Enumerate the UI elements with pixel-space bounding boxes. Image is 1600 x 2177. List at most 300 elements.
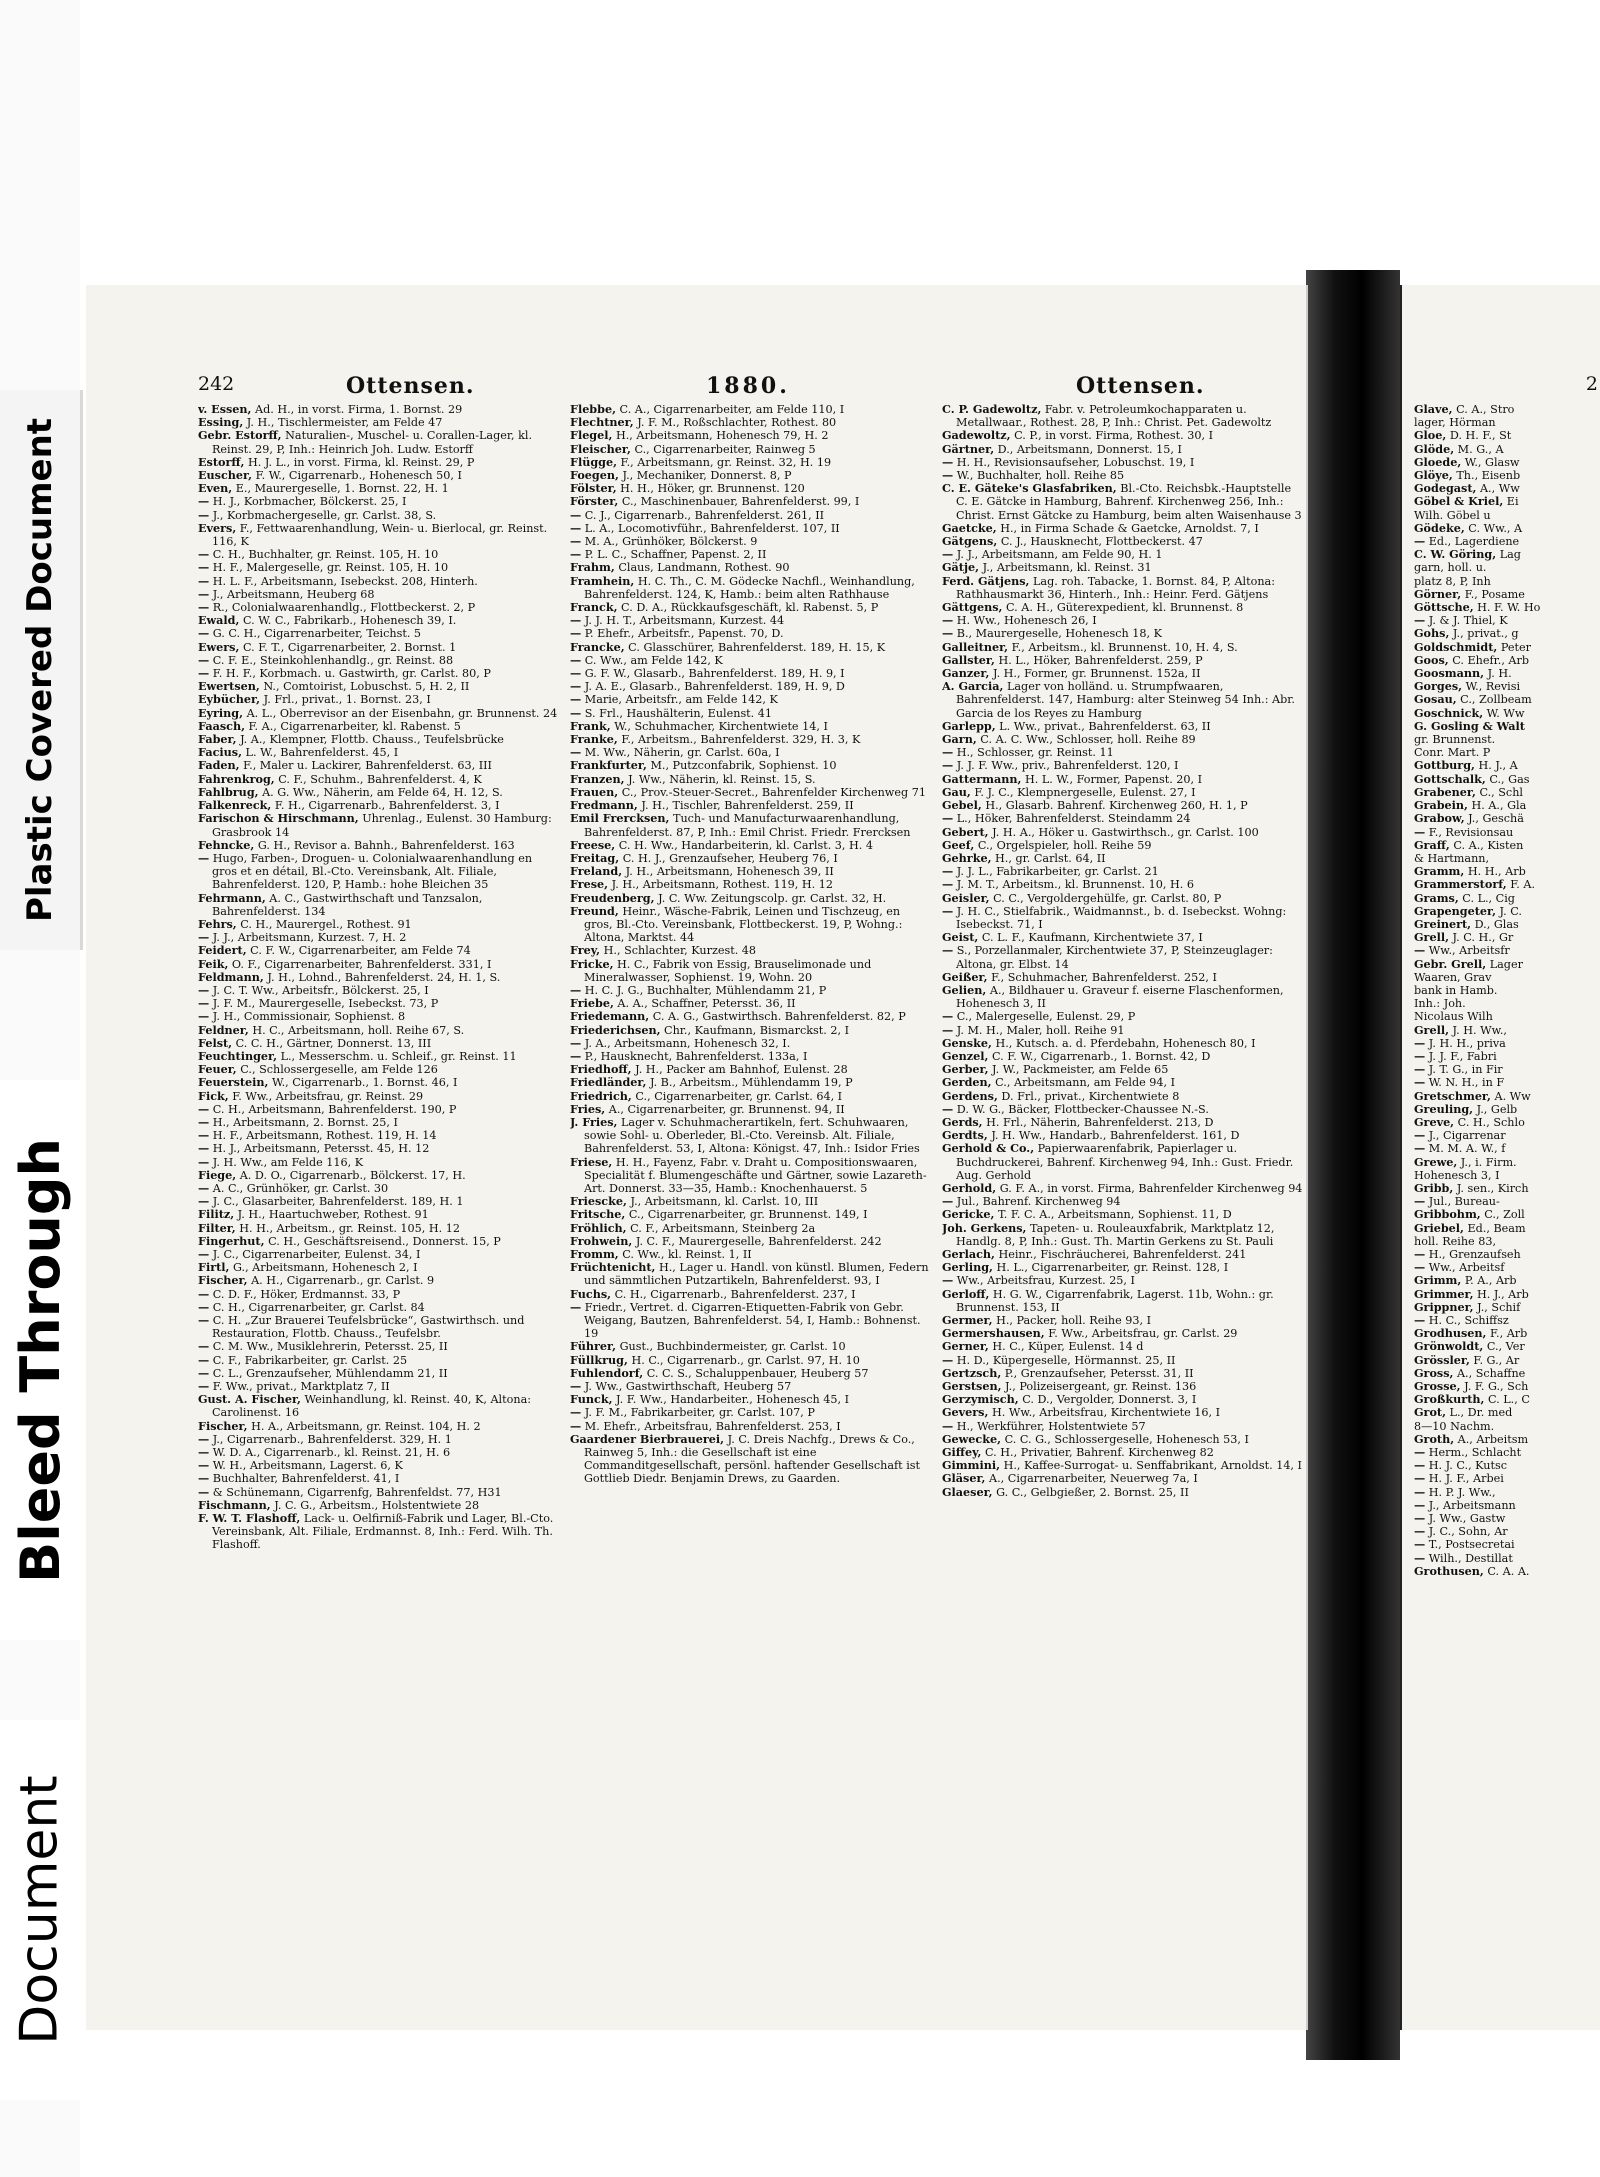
directory-entry [570, 573, 932, 601]
entry-name: Gerdts, [942, 1128, 988, 1143]
directory-entry [198, 692, 560, 707]
directory-entry [942, 1405, 1304, 1420]
directory-entry [570, 1207, 932, 1222]
entry-text: J. Ww., Näherin, kl. Reinst. 15, S. [628, 772, 816, 786]
entry-text: J. C. G., Arbeitsm., Holstentwiete 28 [274, 1498, 480, 1512]
entry-text: L., Höker, Bahrenfelderst. Steindamm 24 [956, 812, 1191, 826]
entry-text: G. C. H., Cigarrenarbeiter, Teichst. 5 [212, 627, 422, 641]
entry-name: Fahlbrug, [198, 784, 259, 799]
entry-name: — [198, 1365, 210, 1380]
entry-name: — [942, 613, 954, 628]
entry-text: W. D. A., Cigarrenarb., kl. Reinst. 21, H. 6 [212, 1446, 451, 1460]
entry-text: C. H., Geschäftsreisend., Donnerst. 15, P [268, 1234, 501, 1248]
entry-name: Fehrmann, [198, 890, 266, 905]
directory-entry [942, 1247, 1304, 1261]
directory-entry [942, 1392, 1304, 1407]
entry-text: J. H. Ww., am Felde 116, K [212, 1155, 364, 1169]
entry-name: Freland, [570, 864, 623, 879]
entry-name: Frohwein, [570, 1233, 633, 1248]
entry-name: — [570, 1405, 582, 1420]
column-1 [198, 403, 560, 2003]
entry-text: J. F. M., Maurergeselle, Isebeckst. 73, P [212, 997, 439, 1011]
entry-name: Gramm, [1414, 864, 1465, 879]
entry-text: B., Maurergeselle, Hohenesch 18, K [956, 627, 1162, 641]
tab-label-document: Document [10, 1775, 70, 2045]
entry-text: P. L. C., Schaffner, Papenst. 2, II [584, 548, 767, 562]
directory-entry [942, 1431, 1304, 1446]
side-tab-strip [0, 0, 80, 2177]
entry-text: J. H., Tischlermeister, am Felde 47 [246, 416, 443, 430]
entry-text: H. C., Cigarrenarb., gr. Carlst. 97, H. 10 [631, 1353, 860, 1367]
directory-entry [942, 718, 1304, 733]
directory-entry [198, 837, 560, 852]
directory-entry [942, 626, 1304, 641]
entry-text: C. J., Cigarrenarb., Bahrenfelderst. 261, II [584, 508, 825, 522]
directory-entry [1414, 1471, 1600, 1486]
entry-text: E., Maurergeselle, 1. Bornst. 22, H. 1 [235, 482, 449, 496]
directory-entry [1414, 718, 1600, 733]
entry-name: Franke, [570, 732, 618, 747]
entry-name: Graff, [1414, 837, 1450, 852]
entry-name: Gadewoltz, [942, 428, 1011, 443]
directory-entry [570, 718, 932, 733]
entry-text: J. H., Former, gr. Brunnenst. 152a, II [992, 667, 1201, 681]
entry-name: Gerner, [942, 1339, 989, 1354]
directory-entry [570, 811, 932, 839]
directory-entry [1414, 494, 1600, 509]
entry-name: Grössler, [1414, 1352, 1470, 1367]
directory-entry [1414, 454, 1600, 469]
entry-name: Feik, [198, 956, 229, 971]
directory-entry [1414, 600, 1600, 615]
entry-text: C. F. W., Cigarrenarb., 1. Bornst. 42, D [991, 1049, 1211, 1063]
directory-entry [198, 1418, 560, 1433]
entry-text: Claus, Landmann, Rothest. 90 [618, 561, 790, 575]
entry-name: Fahrenkrog, [198, 771, 275, 786]
entry-name: — [198, 666, 210, 681]
entry-name: — [942, 1273, 954, 1288]
entry-name: — [1414, 943, 1426, 958]
entry-text: 8—10 Nachm. [1414, 1419, 1495, 1433]
entry-text: C. F., Fabrikarbeiter, gr. Carlst. 25 [212, 1353, 408, 1367]
entry-text: H., in Firma Schade & Gaetcke, Arnoldst. 7, I [1000, 521, 1259, 535]
directory-entry [570, 1233, 932, 1248]
entry-name: — [1414, 1524, 1426, 1539]
entry-name: — [1414, 1550, 1426, 1565]
entry-name: Frankfurter, [570, 758, 647, 773]
directory-entry [570, 1405, 932, 1420]
directory-entry [1414, 837, 1600, 852]
entry-name: Grabow, [1414, 811, 1465, 826]
entry-name: Ganzer, [942, 666, 990, 681]
directory-entry [570, 692, 932, 707]
entry-name: Gerstsen, [942, 1379, 1002, 1394]
entry-name: — [1414, 1035, 1426, 1050]
entry-name: Gerdens, [942, 1088, 998, 1103]
directory-entry [1414, 613, 1600, 628]
entry-text: C., Maschinenbauer, Bahrenfelderst. 99, I [621, 495, 860, 509]
directory-entry [942, 1114, 1304, 1129]
directory-entry [942, 1194, 1304, 1209]
entry-text: C. L., C [1487, 1393, 1530, 1407]
entry-name: Grothusen, [1414, 1563, 1484, 1578]
entry-name: Germershausen, [942, 1326, 1045, 1341]
directory-entry [942, 520, 1304, 535]
entry-name: Greve, [1414, 1114, 1455, 1129]
entry-name: Gaardener Bierbrauerei, [570, 1431, 725, 1446]
entry-name: Gättgens, [942, 600, 1003, 615]
entry-name: Glave, [1414, 402, 1453, 416]
directory-entry [1414, 1458, 1600, 1473]
entry-name: Grimmer, [1414, 1286, 1474, 1301]
entry-text: Lack- u. Oelfirniß-Fabrik und Lager, Bl.-Cto. Vereinsbank, Alt. Filiale, Erdmannst. 8, Inh.: Ferd. Wilh. Th. Flashoff. [212, 1512, 554, 1552]
entry-name: — [198, 560, 210, 575]
entry-text: C. D. F., Höker, Erdmannst. 33, P [212, 1287, 401, 1301]
directory-entry [570, 652, 932, 667]
entry-text: H., Kutsch. a. d. Pferdebahn, Hohenesch 80, I [995, 1036, 1256, 1050]
entry-text: C. H., Maurergel., Rothest. 91 [240, 917, 412, 931]
entry-text: J. W., Packmeister, am Felde 65 [992, 1063, 1169, 1077]
entry-text: C. Ehefr., Arb [1452, 653, 1530, 667]
directory-entry [198, 560, 560, 575]
entry-text: A., Bildhauer u. Graveur f. eiserne Flaschenformen, Hohenesch 3, II [956, 983, 1284, 1011]
entry-name: — [570, 982, 582, 997]
entry-text: J. A., Arbeitsmann, Hohenesch 32, I. [584, 1036, 791, 1050]
directory-entry [1414, 733, 1600, 747]
directory-entry [942, 943, 1304, 971]
entry-text: J. C., Glasarbeiter, Bahrenfelderst. 189, H. 1 [212, 1195, 464, 1209]
entry-name: Emil Frercksen, [570, 811, 670, 826]
entry-text: W. Ww [1486, 706, 1525, 720]
directory-entry [198, 1392, 560, 1420]
directory-entry [1414, 561, 1600, 575]
entry-text: M. G., A [1457, 442, 1504, 456]
entry-name: — [570, 679, 582, 694]
directory-entry [570, 864, 932, 879]
directory-entry [1414, 402, 1600, 416]
entry-text: C. M. Ww., Musiklehrerin, Petersst. 25, II [212, 1340, 448, 1354]
entry-text: J. H. H., priva [1428, 1036, 1506, 1050]
entry-text: J. F. G., Sch [1464, 1380, 1529, 1394]
entry-text: H. F. W. Ho [1477, 601, 1541, 615]
entry-name: Fischer, [198, 1418, 248, 1433]
entry-name: — [198, 1154, 210, 1169]
entry-name: — [198, 586, 210, 601]
entry-name: — [198, 982, 210, 997]
entry-text: gr. Brunnenst. [1414, 733, 1496, 747]
entry-text: G. F. A., in vorst. Firma, Bahrenfelder Kirchenweg 94 [999, 1181, 1303, 1195]
entry-name: — [198, 1484, 210, 1499]
entry-name: — [570, 705, 582, 720]
directory-entry [1414, 1484, 1600, 1499]
entry-text: C. F. T., Cigarrenarbeiter, 2. Bornst. 1 [242, 640, 457, 654]
entry-text: J., Gelb [1476, 1102, 1518, 1116]
entry-text: C. D. A., Rückkaufsgeschäft, kl. Rabenst. 5, P [621, 601, 879, 615]
entry-name: Grams, [1414, 890, 1459, 905]
entry-name: C. W. Göring, [1414, 547, 1497, 562]
tab-plastic-covered-document[interactable] [0, 390, 83, 950]
tab-bleed-through[interactable] [0, 1080, 80, 1640]
entry-text: P., Grenzaufseher, Petersst. 31, II [1004, 1366, 1194, 1380]
directory-entry [570, 468, 932, 483]
entry-name: Faasch, [198, 718, 245, 733]
entry-name: Gerhold, [942, 1180, 997, 1195]
entry-text: Nicolaus Wilh [1414, 1010, 1493, 1024]
directory-entry [198, 679, 560, 694]
entry-name: — [942, 1352, 954, 1367]
entry-text: Buchhalter, Bahrenfelderst. 41, I [212, 1472, 400, 1486]
entry-text: C. J., Hausknecht, Flottbeckerst. 47 [1000, 535, 1203, 549]
entry-name: Freitag, [570, 850, 620, 865]
entry-name: Freund, [570, 903, 619, 918]
entry-text: F., Schuhmacher, Bahrenfelderst. 252, I [991, 970, 1217, 984]
entry-name: Even, [198, 481, 233, 496]
entry-name: Foegen, [570, 468, 619, 483]
entry-text: C., Malergeselle, Eulenst. 29, P [956, 1010, 1136, 1024]
tab-document[interactable] [0, 1720, 80, 2100]
entry-name: — [1414, 1471, 1426, 1486]
entry-text: F. A. [1510, 878, 1536, 892]
entry-text: J. H., Commissionair, Sophienst. 8 [212, 1010, 406, 1024]
entry-text: C. L., Cig [1462, 891, 1515, 905]
entry-name: — [198, 1141, 210, 1156]
directory-entry [198, 1048, 560, 1063]
entry-text: H. C., Arbeitsmann, holl. Reihe 67, S. [252, 1023, 465, 1037]
entry-name: Gericke, [942, 1207, 995, 1222]
directory-entry [1414, 997, 1600, 1011]
entry-text: Uhrenlag., Eulenst. 30 Hamburg: Grasbrook 14 [212, 812, 552, 839]
entry-text: W., Glasw [1464, 455, 1520, 469]
entry-text: J. T. G., in Fir [1428, 1063, 1503, 1077]
entry-name: Ewertsen, [198, 679, 260, 694]
entry-name: Gimmini, [942, 1458, 1001, 1473]
directory-entry [198, 1260, 560, 1275]
entry-name: Gorges, [1414, 679, 1463, 694]
entry-text: & Schünemann, Cigarrenfg, Bahrenfeldst. 77, H31 [212, 1485, 502, 1499]
directory-entry [198, 1471, 560, 1486]
entry-name: — [1414, 1445, 1426, 1460]
entry-text: D. Frl., privat., Kirchentwiete 8 [1001, 1089, 1180, 1103]
entry-name: — [570, 534, 582, 549]
directory-entry [198, 1088, 560, 1103]
entry-text: J. M. T., Arbeitsm., kl. Brunnenst. 10, H. 6 [956, 878, 1194, 892]
entry-name: Göttsche, [1414, 600, 1474, 615]
entry-text: platz 8, P, Inh [1414, 574, 1491, 588]
entry-name: — [942, 1101, 954, 1116]
entry-text: C. H., Schlo [1457, 1115, 1525, 1129]
directory-entry [570, 428, 932, 443]
directory-entry [570, 1220, 932, 1235]
entry-name: Essing, [198, 415, 244, 430]
entry-text: J. J., Arbeitsmann, am Felde 90, H. 1 [956, 548, 1163, 562]
directory-entry [570, 705, 932, 720]
entry-text: J. C. Dreis Nachfg., Drews & Co., Rainweg 5, Inh.: die Gesellschaft ist eine Commanditgesellschaft, persönl. haftender Gesellschaft ist Gottlieb Diedr. Benjamin Drews, zu Gaarden. [584, 1432, 921, 1486]
directory-entry [570, 403, 932, 416]
entry-text: C. H. Ww., Handarbeiterin, kl. Carlst. 3, H. 4 [618, 838, 874, 852]
entry-text: J. H., Arbeitsmann, Hohenesch 39, II [625, 865, 834, 879]
directory-entry [570, 982, 932, 997]
entry-text: M. A., Grünhöker, Bölckerst. 9 [584, 535, 758, 549]
entry-text: J. B., Arbeitsm., Mühlendamm 19, P [649, 1076, 853, 1090]
directory-entry [570, 1379, 932, 1394]
entry-text: J. C. H., Gr [1452, 931, 1514, 945]
directory-entry [942, 864, 1304, 879]
directory-entry [198, 1075, 560, 1090]
entry-name: — [570, 1035, 582, 1050]
entry-name: Frahm, [570, 560, 615, 575]
entry-name: — [942, 903, 954, 918]
entry-name: Filter, [198, 1220, 236, 1235]
directory-entry [570, 547, 932, 562]
entry-text: F. J. C., Klempnergeselle, Eulenst. 27, I [974, 785, 1196, 799]
directory-entry [1414, 1431, 1600, 1446]
directory-entry [198, 718, 560, 733]
entry-text: Tapeten- u. Rouleauxfabrik, Marktplatz 12, Handlg. 8, P, Inh.: Gust. Th. Martin Gerkens zu St. Pauli [956, 1221, 1275, 1248]
entry-text: H. D., Küpergeselle, Hörmannst. 25, II [956, 1353, 1176, 1367]
entry-name: — [942, 1418, 954, 1433]
entry-text: H. Ww., Arbeitsfrau, Kirchentwiete 16, I [991, 1406, 1221, 1420]
directory-entry [942, 969, 1304, 984]
entry-text: & Hartmann, [1414, 851, 1490, 865]
entry-text: C., Prov.-Steuer-Secret., Bahrenfelder Kirchenweg 71 [621, 785, 926, 799]
entry-name: Gerling, [942, 1260, 993, 1275]
entry-text: C. C. G., Schlossergeselle, Hohenesch 53, I [1004, 1432, 1249, 1446]
entry-name: Felst, [198, 1035, 233, 1050]
entry-name: Ferd. Gätjens, [942, 573, 1030, 588]
entry-text: H. F., Arbeitsmann, Rothest. 119, H. 14 [212, 1129, 437, 1143]
entry-name: Füllkrug, [570, 1352, 628, 1367]
entry-text: H. L. F., Arbeitsmann, Isebeckst. 208, Hinterh. [212, 574, 478, 588]
entry-text: C. P., in vorst. Firma, Rothest. 30, I [1014, 429, 1214, 443]
entry-text: W. H., Arbeitsmann, Lagerst. 6, K [212, 1459, 403, 1473]
directory-entry [942, 547, 1304, 562]
entry-name: Giffey, [942, 1445, 982, 1460]
directory-entry [1414, 1445, 1600, 1460]
entry-name: Feldmann, [198, 969, 264, 984]
entry-name: Gebel, [942, 798, 982, 813]
directory-entry [570, 903, 932, 945]
directory-entry [198, 916, 560, 931]
entry-text: C., Cigarrenarbeiter, gr. Brunnenst. 149, I [628, 1208, 868, 1222]
directory-entry [198, 705, 560, 720]
entry-text: J. Ww., Gastw [1428, 1512, 1506, 1526]
directory-entry [1414, 1048, 1600, 1063]
entry-name: Gross, [1414, 1365, 1454, 1380]
entry-name: — [570, 1048, 582, 1063]
entry-name: Gläser, [942, 1471, 986, 1486]
entry-name: Gevers, [942, 1405, 989, 1420]
entry-name: Grewe, [1414, 1154, 1458, 1169]
entry-name: F. W. T. Flashoff, [198, 1511, 301, 1526]
entry-text: D. H. F., St [1449, 429, 1512, 443]
entry-name: Grönwoldt, [1414, 1339, 1484, 1354]
entry-text: J. H., Packer am Bahnhof, Eulenst. 28 [635, 1063, 848, 1077]
entry-text: H. H., Revisionsaufseher, Lobuschst. 19, I [956, 455, 1195, 469]
entry-text: C. A. A. [1487, 1564, 1530, 1578]
directory-entry [570, 1075, 932, 1090]
directory-entry [1414, 1497, 1600, 1512]
entry-name: — [1414, 1141, 1426, 1156]
directory-entry [570, 890, 932, 905]
entry-name: Facius, [198, 745, 242, 760]
entry-text: H. J., Arb [1477, 1287, 1529, 1301]
entry-text: C., Zollbeam [1460, 693, 1532, 707]
entry-text: C. D., Vergolder, Donnerst. 3, I [1022, 1393, 1197, 1407]
directory-entry [1414, 1563, 1600, 1578]
entry-name: Grimm, [1414, 1273, 1462, 1288]
directory-entry [570, 560, 932, 575]
entry-name: Friedrich, [570, 1088, 632, 1103]
directory-entry [942, 1471, 1304, 1486]
directory-page [86, 285, 1306, 2030]
directory-entry [1414, 547, 1600, 562]
entry-name: — [942, 1022, 954, 1037]
entry-text: C., Orgelspieler, holl. Reihe 59 [977, 838, 1152, 852]
entry-text: Ww., Arbeitsfrau, Kurzest. 25, I [956, 1274, 1135, 1288]
entry-text: W., Buchhalter, holl. Reihe 85 [956, 469, 1125, 483]
directory-entry [198, 1233, 560, 1248]
entry-text: H., Glasarb. Bahrenf. Kirchenweg 260, H. 1, P [985, 799, 1248, 813]
entry-name: Gust. A. Fischer, [198, 1392, 301, 1407]
entry-name: — [942, 626, 954, 641]
directory-entry [942, 1273, 1304, 1288]
entry-name: — [198, 1471, 210, 1486]
entry-text: Heinr., Fischräucherei, Bahrenfelderst. 241 [998, 1248, 1247, 1261]
entry-name: — [1414, 1511, 1426, 1526]
header-year: 1880. [706, 373, 790, 399]
entry-text: J. H. [1487, 667, 1512, 681]
entry-text: C. Ww., kl. Reinst. 1, II [622, 1248, 752, 1261]
directory-entry [942, 1326, 1304, 1341]
entry-text: C. H. „Zur Brauerei Teufelsbrücke“, Gastwirthsch. und Restauration, Flottb. Chauss., Teufelsbr. [212, 1314, 525, 1341]
entry-name: Fritsche, [570, 1207, 626, 1222]
page-header [86, 373, 1306, 403]
directory-entry [198, 520, 560, 549]
entry-text: G. H., Revisor a. Bahnh., Bahrenfelderst. 163 [257, 838, 515, 852]
directory-entry [942, 1062, 1304, 1077]
directory-entry [198, 811, 560, 839]
directory-entry [570, 1194, 932, 1209]
entry-name: Gerzymisch, [942, 1392, 1019, 1407]
entry-text: H. Frl., Näherin, Bahrenfelderst. 213, D [986, 1115, 1214, 1129]
entry-text: F. Ww., Arbeitsfrau, gr. Reinst. 29 [232, 1089, 424, 1103]
entry-text: J. H., Arbeitsmann, Rothest. 119, H. 12 [611, 878, 834, 892]
entry-name: Franck, [570, 600, 618, 615]
directory-entry [198, 1299, 560, 1314]
directory-entry [942, 1075, 1304, 1090]
directory-entry [1414, 916, 1600, 931]
directory-entry [198, 600, 560, 615]
entry-text: A. D. O., Cigarrenarb., Bölckerst. 17, H. [239, 1168, 466, 1182]
entry-text: Friedr., Vertret. d. Cigarren-Etiquetten-Fabrik von Gebr. Weigang, Bautzen, Bahrenfelderst. 54, I, Hamb.: Bohnenst. 19 [584, 1300, 921, 1341]
entry-text: F., Arbeitsmann, gr. Reinst. 32, H. 19 [620, 455, 832, 469]
page-number: 242 [198, 373, 235, 395]
entry-text: J., Arbeitsmann, Heuberg 68 [212, 587, 375, 601]
directory-entry [198, 1180, 560, 1195]
entry-name: Evers, [198, 520, 237, 535]
entry-text: C., Zoll [1484, 1208, 1525, 1222]
entry-name: Fuhlendorf, [570, 1365, 644, 1380]
directory-entry [198, 428, 560, 456]
directory-entry [942, 732, 1304, 747]
entry-text: H. L. W., Former, Papenst. 20, I [1024, 772, 1203, 786]
entry-text: H., Werkführer, Holstentwiete 57 [956, 1419, 1146, 1433]
entry-text: Conr. Mart. P [1414, 746, 1491, 760]
entry-name: — [1414, 1260, 1426, 1275]
entry-text: J. C. T. Ww., Arbeitsfr., Bölckerst. 25, I [212, 983, 429, 997]
entry-name: Genzel, [942, 1048, 989, 1063]
entry-name: — [570, 547, 582, 562]
